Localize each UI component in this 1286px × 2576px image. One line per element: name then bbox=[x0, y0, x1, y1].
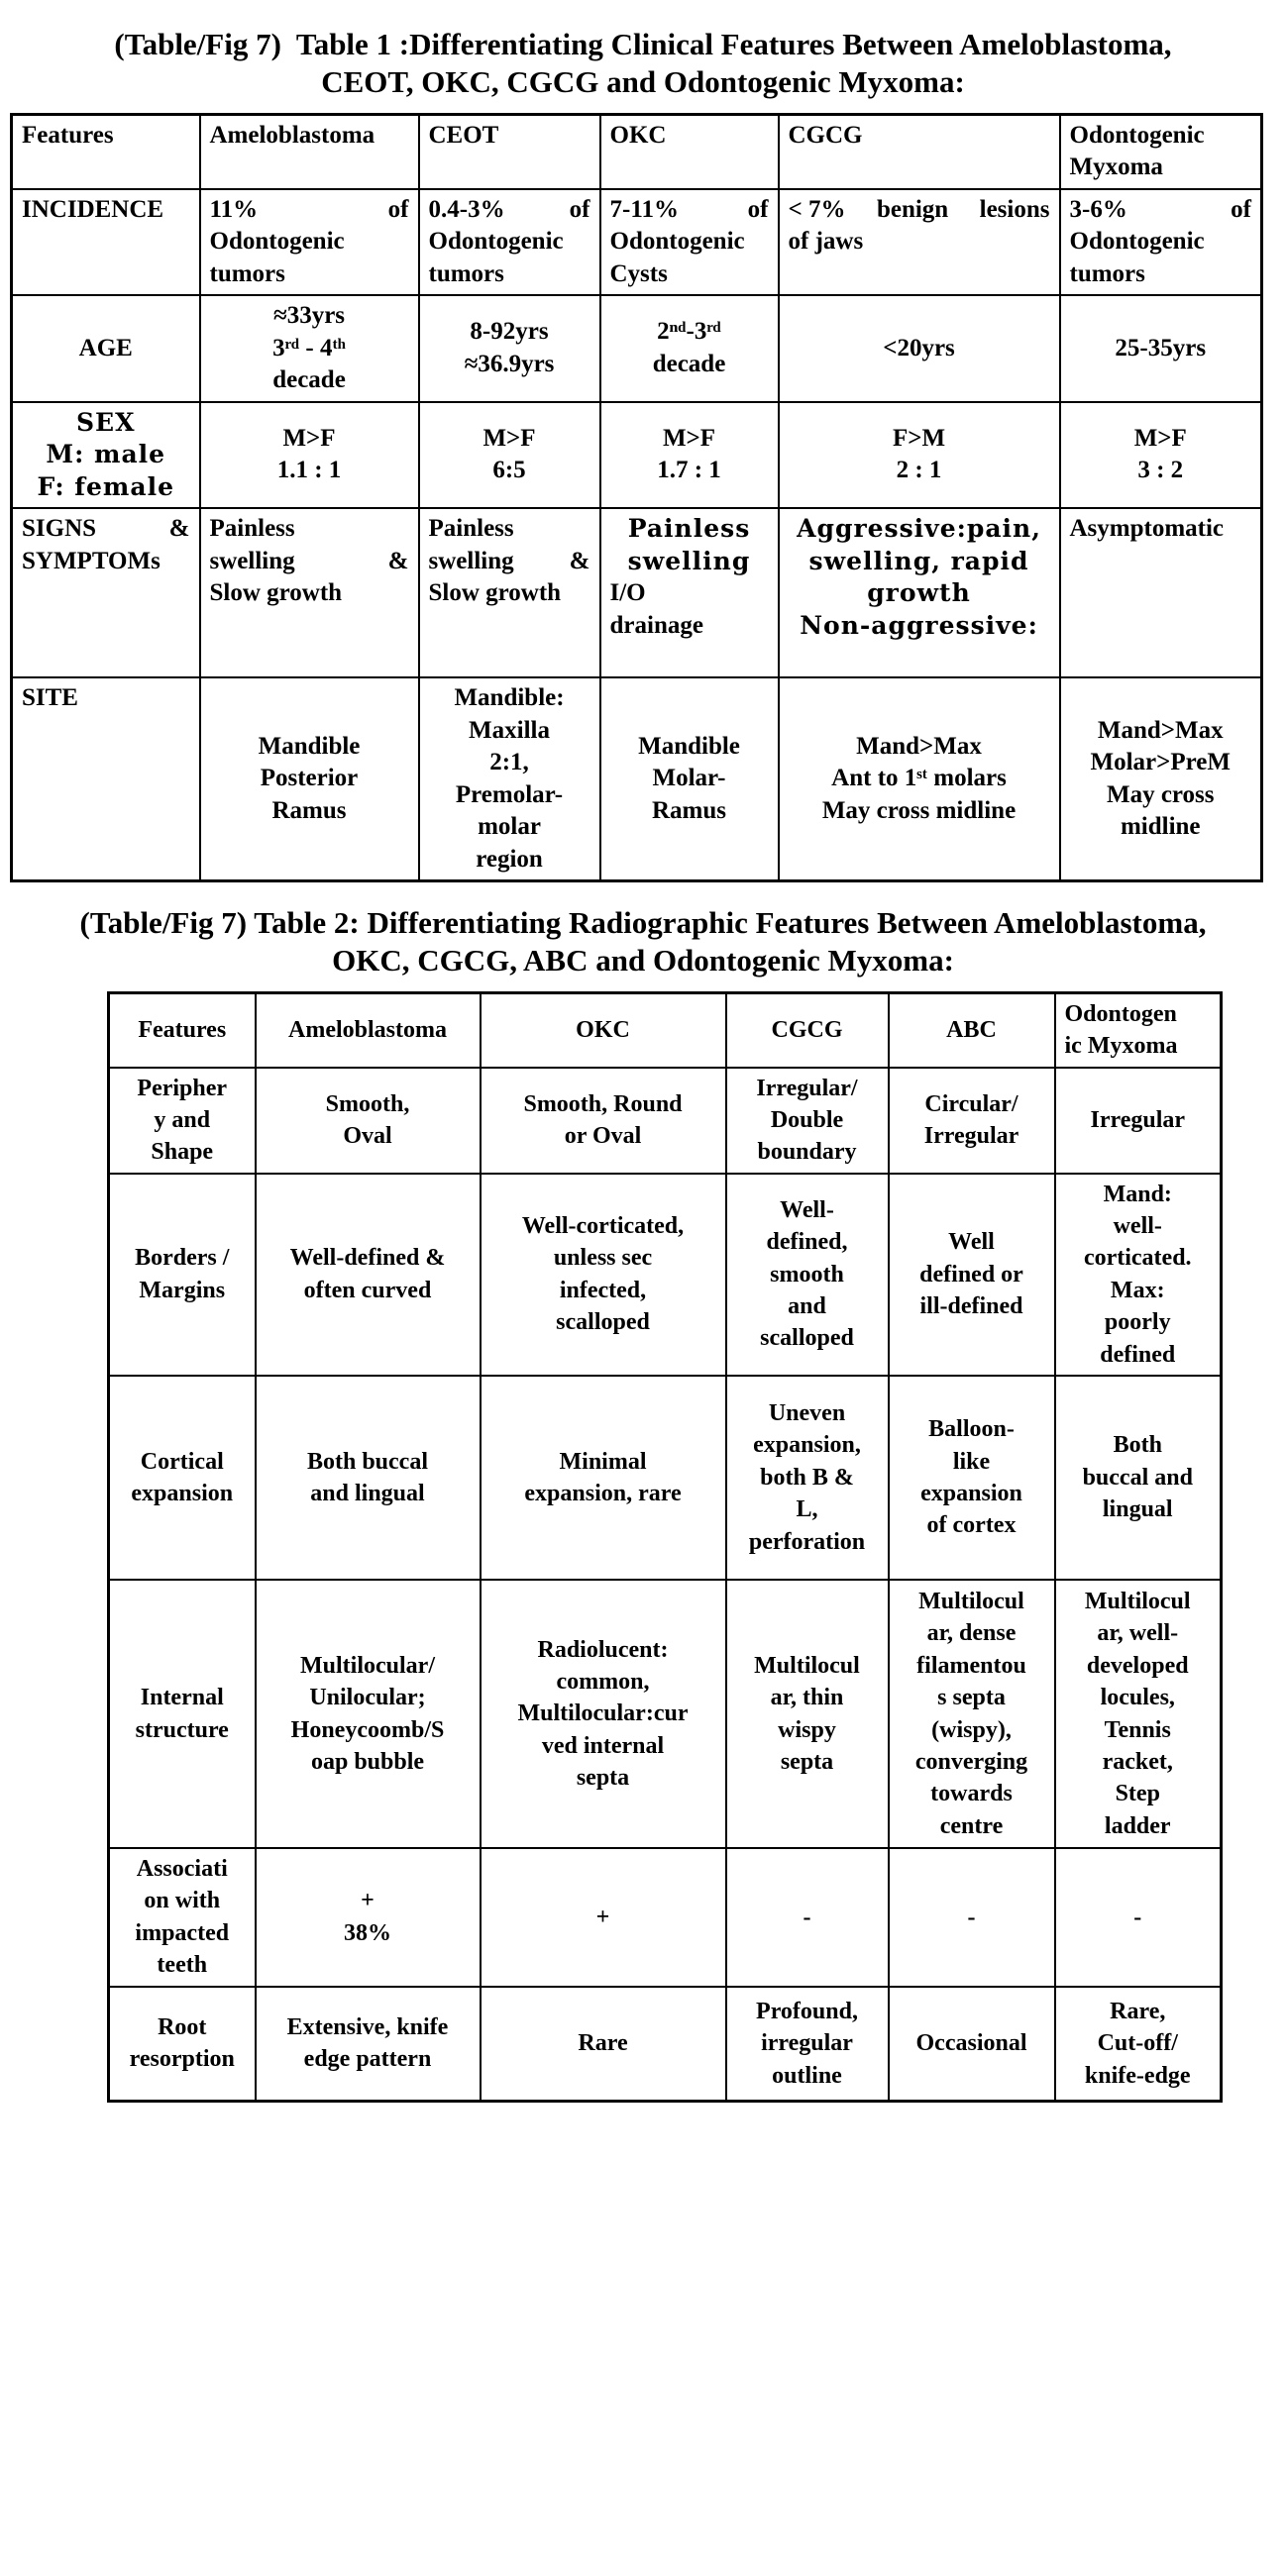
table-cell: Painless swelling & Slow growth bbox=[200, 508, 419, 677]
table-cell: 7-11% of Odontogenic Cysts bbox=[600, 189, 779, 296]
row-label-cortical-expansion: Cortical expansion bbox=[109, 1376, 256, 1580]
table-cell: Irregular bbox=[1055, 1068, 1222, 1174]
table-cell: - bbox=[1055, 1848, 1222, 1987]
table-cell: F>M 2 : 1 bbox=[779, 402, 1060, 509]
radiographic-features-table bbox=[107, 991, 1223, 2103]
row-label-borders-margins: Borders / Margins bbox=[109, 1174, 256, 1376]
table-cell: Uneven expansion, both B & L, perforation bbox=[726, 1376, 889, 1580]
row-label-sex: SEX M: male F: female bbox=[12, 402, 200, 509]
table-cell: 3-6% of Odontogenic tumors bbox=[1060, 189, 1262, 296]
table-cell: Multilocul ar, thin wispy septa bbox=[726, 1580, 889, 1848]
column-header-odontogenic-myxoma: Odontogenic Myxoma bbox=[1060, 114, 1262, 189]
table-row-internal-structure bbox=[109, 1580, 1222, 1848]
table-row-borders-margins bbox=[109, 1174, 1222, 1376]
column-header-ameloblastoma: Ameloblastoma bbox=[200, 114, 419, 189]
table1-title bbox=[0, 26, 1286, 101]
table-row-sex bbox=[12, 402, 1262, 509]
table-cell bbox=[600, 508, 779, 677]
column-header-features: Features bbox=[12, 114, 200, 189]
table-cell: <20yrs bbox=[779, 295, 1060, 402]
column-header-okc: OKC bbox=[600, 114, 779, 189]
row-label-internal-structure: Internal structure bbox=[109, 1580, 256, 1848]
table-row-association-impacted-teeth bbox=[109, 1848, 1222, 1987]
table-cell: Rare, Cut-off/ knife-edge bbox=[1055, 1987, 1222, 2102]
table-cell: 8-92yrs ≈36.9yrs bbox=[419, 295, 600, 402]
table-row-age bbox=[12, 295, 1262, 402]
column-header-odontogenic-myxoma: Odontogen ic Myxoma bbox=[1055, 992, 1222, 1067]
table-cell: Well- defined, smooth and scalloped bbox=[726, 1174, 889, 1376]
table-cell: Smooth, Oval bbox=[256, 1068, 481, 1174]
table-cell: Mand: well- corticated. Max: poorly defined bbox=[1055, 1174, 1222, 1376]
table-cell: Both buccal and lingual bbox=[1055, 1376, 1222, 1580]
row-label-periphery-shape: Peripher y and Shape bbox=[109, 1068, 256, 1174]
table1-title-line2: CEOT, OKC, CGCG and Odontogenic Myxoma: bbox=[321, 63, 965, 99]
table2-title bbox=[0, 904, 1286, 979]
column-header-abc: ABC bbox=[889, 992, 1055, 1067]
row-label-incidence: INCIDENCE bbox=[12, 189, 200, 296]
table-cell: Irregular/ Double boundary bbox=[726, 1068, 889, 1174]
column-header-okc: OKC bbox=[481, 992, 726, 1067]
table-cell: + bbox=[481, 1848, 726, 1987]
table-cell: Profound, irregular outline bbox=[726, 1987, 889, 2102]
table-cell: Mand>Max Ant to 1ˢᵗ molars May cross midline bbox=[779, 677, 1060, 881]
column-header-cgcg: CGCG bbox=[779, 114, 1060, 189]
table-cell: ≈33yrs 3ʳᵈ - 4ᵗʰ decade bbox=[200, 295, 419, 402]
table-cell: < 7% benign lesions of jaws bbox=[779, 189, 1060, 296]
table-cell: M>F 1.7 : 1 bbox=[600, 402, 779, 509]
table-cell: Extensive, knife edge pattern bbox=[256, 1987, 481, 2102]
table-cell: Mandible: Maxilla 2:1, Premolar- molar region bbox=[419, 677, 600, 881]
row-label-site: SITE bbox=[12, 677, 200, 881]
table-cell: M>F 6:5 bbox=[419, 402, 600, 509]
table2-title-line1: (Table/Fig 7) Table 2: Differentiating Radiographic Features Between Ameloblastoma, bbox=[79, 905, 1207, 941]
table-cell: M>F 3 : 2 bbox=[1060, 402, 1262, 509]
table-cell: Occasional bbox=[889, 1987, 1055, 2102]
column-header-cgcg: CGCG bbox=[726, 992, 889, 1067]
table-row-cortical-expansion bbox=[109, 1376, 1222, 1580]
column-header-features: Features bbox=[109, 992, 256, 1067]
clinical-features-table bbox=[10, 113, 1263, 883]
table-cell: 2ⁿᵈ-3ʳᵈ decade bbox=[600, 295, 779, 402]
table1-title-line1: (Table/Fig 7) Table 1 :Differentiating Clinical Features Between Ameloblastoma, bbox=[114, 27, 1172, 61]
table-cell: Painless swelling & Slow growth bbox=[419, 508, 600, 677]
table-cell: Asymptomatic bbox=[1060, 508, 1262, 677]
table-cell: Smooth, Round or Oval bbox=[481, 1068, 726, 1174]
cell-main-text: Painless swelling bbox=[627, 514, 751, 575]
table2-title-line2: OKC, CGCG, ABC and Odontogenic Myxoma: bbox=[332, 942, 954, 978]
table-cell: 0.4-3% of Odontogenic tumors bbox=[419, 189, 600, 296]
cell-sub-text: I/O drainage bbox=[609, 579, 703, 639]
table-header-row bbox=[109, 992, 1222, 1067]
row-label-signs-symptoms: SIGNS & SYMPTOMs bbox=[12, 508, 200, 677]
table-cell: Mandible Posterior Ramus bbox=[200, 677, 419, 881]
table-row-root-resorption bbox=[109, 1987, 1222, 2102]
table-cell: Circular/ Irregular bbox=[889, 1068, 1055, 1174]
table-cell: Rare bbox=[481, 1987, 726, 2102]
table-cell: Multilocul ar, well- developed locules, Tennis racket, Step ladder bbox=[1055, 1580, 1222, 1848]
table-cell: - bbox=[726, 1848, 889, 1987]
table-cell: Multilocular/ Unilocular; Honeycoomb/S oap bubble bbox=[256, 1580, 481, 1848]
table-cell: Both buccal and lingual bbox=[256, 1376, 481, 1580]
table-row-signs-symptoms bbox=[12, 508, 1262, 677]
table-cell: Mand>Max Molar>PreM May cross midline bbox=[1060, 677, 1262, 881]
table-row-site bbox=[12, 677, 1262, 881]
row-label-association-impacted-teeth: Associati on with impacted teeth bbox=[109, 1848, 256, 1987]
table-cell: Well-defined & often curved bbox=[256, 1174, 481, 1376]
table-cell: + 38% bbox=[256, 1848, 481, 1987]
table-cell: M>F 1.1 : 1 bbox=[200, 402, 419, 509]
column-header-ceot: CEOT bbox=[419, 114, 600, 189]
table-cell: Multilocul ar, dense filamentou s septa (wispy), converging towards centre bbox=[889, 1580, 1055, 1848]
column-header-ameloblastoma: Ameloblastoma bbox=[256, 992, 481, 1067]
table-cell: Minimal expansion, rare bbox=[481, 1376, 726, 1580]
table-cell: Balloon- like expansion of cortex bbox=[889, 1376, 1055, 1580]
table-cell: Well-corticated, unless sec infected, scalloped bbox=[481, 1174, 726, 1376]
table-header-row bbox=[12, 114, 1262, 189]
table-cell: 25-35yrs bbox=[1060, 295, 1262, 402]
table-row-periphery-shape bbox=[109, 1068, 1222, 1174]
table-cell: Aggressive:pain, swelling, rapid growth Non-aggressive: bbox=[779, 508, 1060, 677]
row-label-age: AGE bbox=[12, 295, 200, 402]
row-label-root-resorption: Root resorption bbox=[109, 1987, 256, 2102]
table-cell: - bbox=[889, 1848, 1055, 1987]
table-cell: Mandible Molar- Ramus bbox=[600, 677, 779, 881]
table-cell: Radiolucent: common, Multilocular:cur ved internal septa bbox=[481, 1580, 726, 1848]
table-row-incidence bbox=[12, 189, 1262, 296]
table-cell: 11% of Odontogenic tumors bbox=[200, 189, 419, 296]
table-cell: Well defined or ill-defined bbox=[889, 1174, 1055, 1376]
